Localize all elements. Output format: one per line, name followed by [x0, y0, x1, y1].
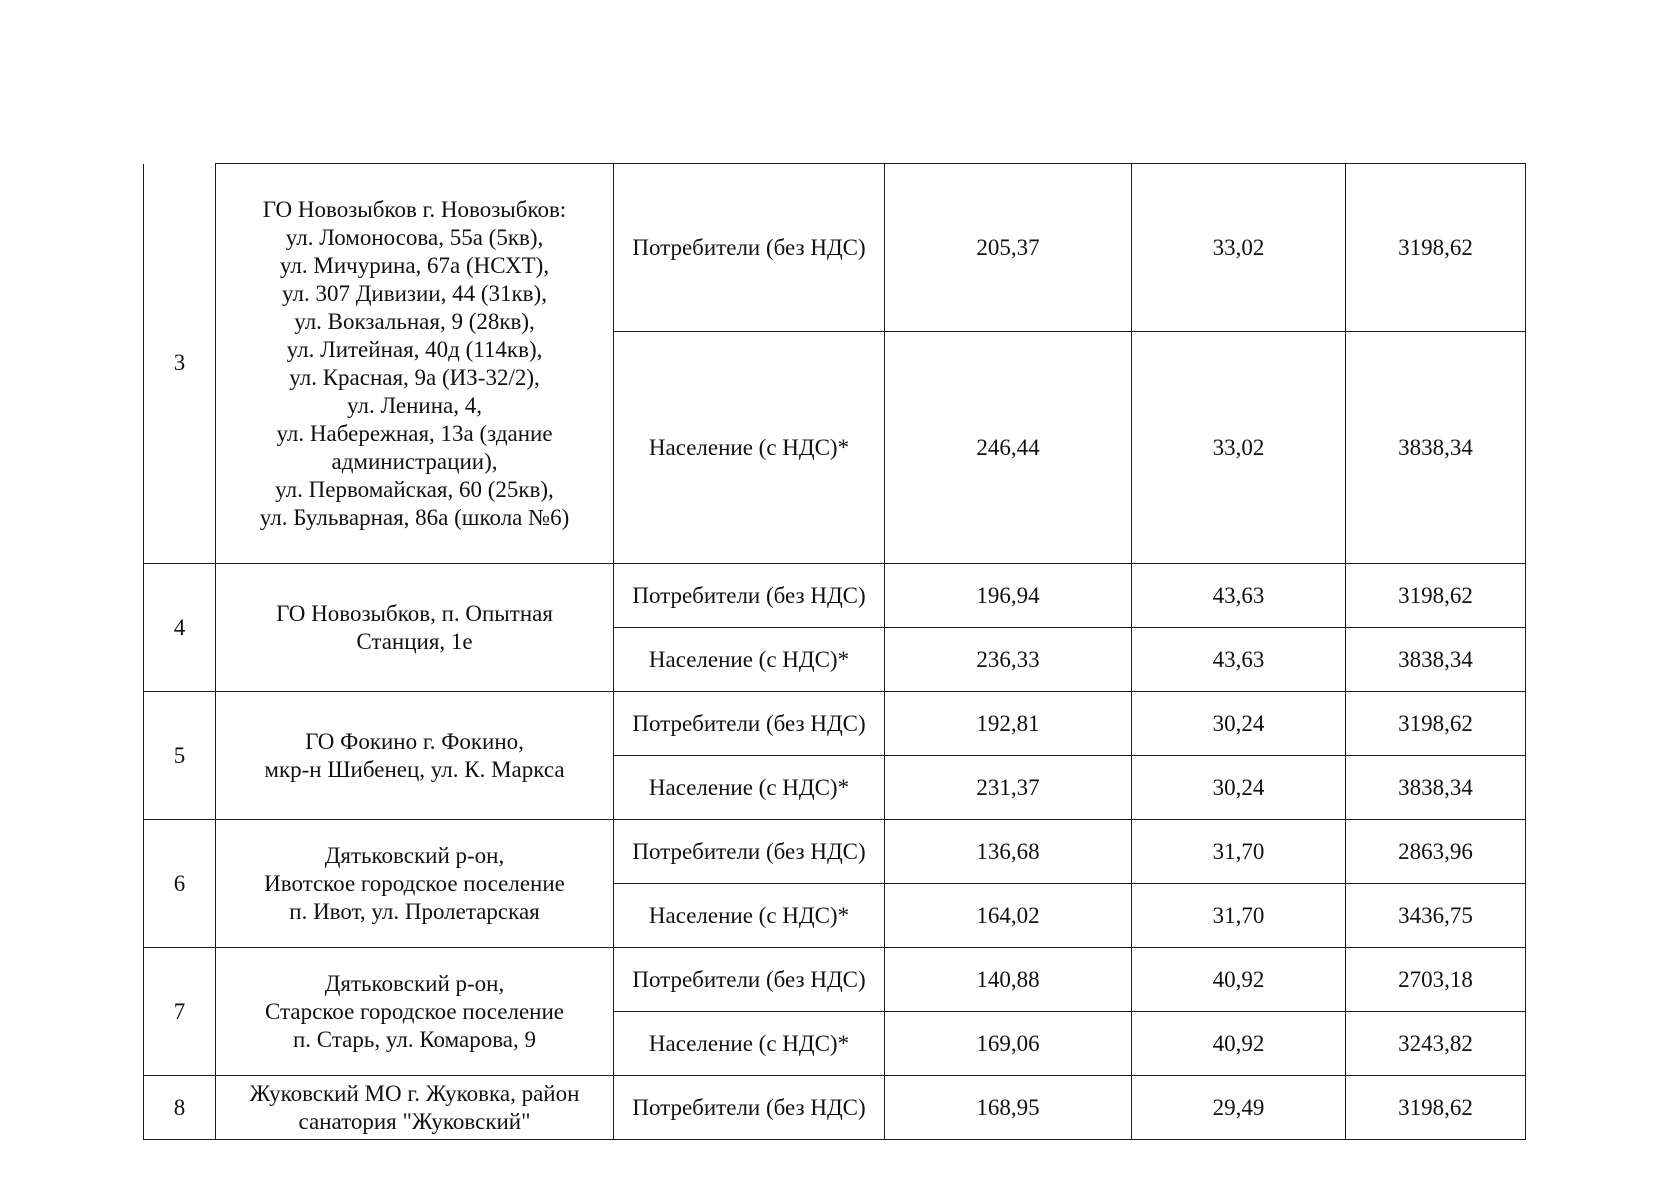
address-cell: [216, 948, 614, 1076]
address-cell: [216, 564, 614, 692]
address-line: Дятьковский р-он,: [324, 842, 505, 868]
consumer-category: Население (с НДС)*: [614, 884, 885, 948]
address-line: ул. Вокзальная, 9 (28кв),: [294, 308, 535, 334]
address-line: ГО Новозыбков, п. Опытная: [276, 600, 553, 626]
address-line: мкр-н Шибенец, ул. К. Маркса: [264, 756, 565, 782]
address-line: Старское городское поселение: [265, 998, 564, 1024]
value-cell: 169,06: [885, 1012, 1132, 1076]
value-cell: 40,92: [1132, 948, 1346, 1012]
value-cell: 205,37: [885, 164, 1132, 332]
value-cell: 30,24: [1132, 692, 1346, 756]
address-line: Дятьковский р-он,: [324, 970, 505, 996]
consumer-category: Потребители (без НДС): [614, 948, 885, 1012]
address-line: администрации),: [331, 448, 498, 474]
value-cell: 33,02: [1132, 164, 1346, 332]
row-number: 7: [144, 948, 216, 1076]
value-cell: 164,02: [885, 884, 1132, 948]
consumer-category: Население (с НДС)*: [614, 332, 885, 564]
consumer-category: Потребители (без НДС): [614, 564, 885, 628]
row-number: 6: [144, 820, 216, 948]
value-cell: 40,92: [1132, 1012, 1346, 1076]
address-line: ГО Фокино г. Фокино,: [305, 728, 524, 754]
row-number: 5: [144, 692, 216, 820]
value-cell: 29,49: [1132, 1076, 1346, 1140]
consumer-category: Потребители (без НДС): [614, 820, 885, 884]
value-cell: 43,63: [1132, 628, 1346, 692]
value-cell: 2703,18: [1346, 948, 1526, 1012]
value-cell: 2863,96: [1346, 820, 1526, 884]
table-row: [144, 692, 1526, 756]
table-row: [144, 820, 1526, 884]
consumer-category: Потребители (без НДС): [614, 1076, 885, 1140]
value-cell: 43,63: [1132, 564, 1346, 628]
value-cell: 196,94: [885, 564, 1132, 628]
row-number: 4: [144, 564, 216, 692]
value-cell: 3838,34: [1346, 756, 1526, 820]
address-line: Станция, 1е: [356, 628, 473, 654]
address-line: ул. 307 Дивизии, 44 (31кв),: [282, 280, 547, 306]
table-row: [144, 948, 1526, 1012]
value-cell: 30,24: [1132, 756, 1346, 820]
address-line: п. Ивот, ул. Пролетарская: [289, 898, 540, 924]
value-cell: 3198,62: [1346, 564, 1526, 628]
address-line: п. Старь, ул. Комарова, 9: [293, 1026, 536, 1052]
address-line: ул. Ленина, 4,: [346, 392, 482, 418]
value-cell: 3198,62: [1346, 164, 1526, 332]
value-cell: 3198,62: [1346, 692, 1526, 756]
address-cell: [216, 820, 614, 948]
table-row: [144, 564, 1526, 628]
address-line: ул. Ломоносова, 55а (5кв),: [285, 224, 544, 250]
address-line: ул. Набережная, 13а (здание: [276, 420, 553, 446]
address-cell: [216, 692, 614, 820]
address-line: ул. Первомайская, 60 (25кв),: [275, 476, 554, 502]
address-cell: [216, 1076, 614, 1140]
value-cell: 3198,62: [1346, 1076, 1526, 1140]
value-cell: 31,70: [1132, 820, 1346, 884]
address-line: ул. Красная, 9а (ИЗ-32/2),: [289, 364, 540, 390]
value-cell: 3838,34: [1346, 332, 1526, 564]
table-row: [144, 1076, 1526, 1140]
address-line: ГО Новозыбков г. Новозыбков:: [262, 196, 567, 222]
value-cell: 136,68: [885, 820, 1132, 884]
consumer-category: Потребители (без НДС): [614, 164, 885, 332]
value-cell: 3436,75: [1346, 884, 1526, 948]
value-cell: 231,37: [885, 756, 1132, 820]
value-cell: 31,70: [1132, 884, 1346, 948]
consumer-category: Потребители (без НДС): [614, 692, 885, 756]
row-number: 3: [144, 164, 216, 564]
address-line: ул. Мичурина, 67а (НСХТ),: [279, 252, 550, 278]
tariff-table: [143, 163, 1526, 1140]
value-cell: 246,44: [885, 332, 1132, 564]
value-cell: 168,95: [885, 1076, 1132, 1140]
value-cell: 33,02: [1132, 332, 1346, 564]
value-cell: 192,81: [885, 692, 1132, 756]
address-line: Ивотское городское поселение: [264, 870, 565, 896]
consumer-category: Население (с НДС)*: [614, 628, 885, 692]
value-cell: 236,33: [885, 628, 1132, 692]
table-row: [144, 164, 1526, 332]
address-cell: [216, 164, 614, 564]
consumer-category: Население (с НДС)*: [614, 756, 885, 820]
address-line: ул. Литейная, 40д (114кв),: [286, 336, 543, 362]
address-line: Жуковский МО г. Жуковка, район: [249, 1080, 580, 1106]
value-cell: 3243,82: [1346, 1012, 1526, 1076]
value-cell: 140,88: [885, 948, 1132, 1012]
value-cell: 3838,34: [1346, 628, 1526, 692]
address-line: санатория "Жуковский": [298, 1108, 531, 1134]
consumer-category: Население (с НДС)*: [614, 1012, 885, 1076]
row-number: 8: [144, 1076, 216, 1140]
address-line: ул. Бульварная, 86а (школа №6): [259, 504, 570, 530]
